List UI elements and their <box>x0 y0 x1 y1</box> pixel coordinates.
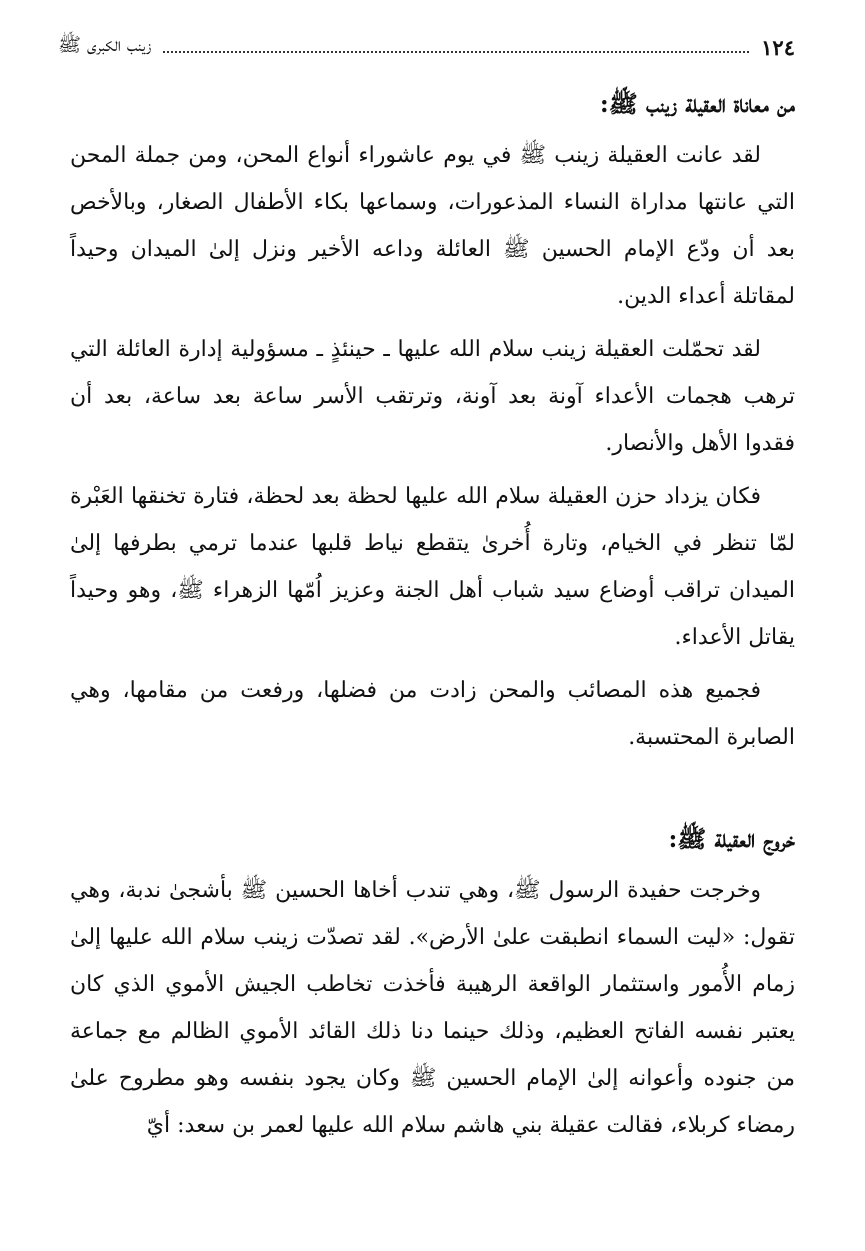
paragraph: لقد عانت العقيلة زينب ﷺ في يوم عاشوراء أنواع المحن، ومن جملة المحن التي عانتها مداراة النساء المذعورات، وسماعها بكاء الأطفال الصغار، وبالأخص بعد أن ودّع الإمام الحسين ﷺ العائلة وداعه الأخير ونزل إلىٰ الميدان وحيداً لمقاتلة أعداء الدين. <box>70 143 795 309</box>
paragraph: لقد تحمّلت العقيلة زينب سلام الله عليها ـ حينئذٍ ـ مسؤولية إدارة العائلة التي ترهب هجمات الأعداء آونة بعد آونة، وترتقب الأسر ساعة بعد ساعة، بعد أن فقدوا الأهل والأنصار. <box>70 337 795 456</box>
page-number: ١٢٤ <box>761 34 795 60</box>
paragraph: فجميع هذه المصائب والمحن زادت من فضلها، ورفعت من مقامها، وهي الصابرة المحتسبة. <box>70 678 795 750</box>
page-body <box>70 76 795 1155</box>
header-dotted-leader <box>163 51 749 53</box>
section-gap <box>70 767 795 811</box>
section-heading: خروج العقيلة ﷺ: <box>668 824 795 853</box>
book-title: زينب الكبرى ﷺ <box>58 34 152 56</box>
section-heading: من معاناة العقيلة زينب ﷺ: <box>599 89 795 118</box>
paragraph: فكان يزداد حزن العقيلة سلام الله عليها لحظة بعد لحظة، فتارة تخنقها العَبْرة لمّا تنظر في الخيام، وتارة أُخرىٰ يتقطع نياط قلبها عندما ترمي بطرفها إلىٰ الميدان تراقب أوضاع سيد شباب أهل الجنة وعزيز اُمّها الزهراء ﷺ، وهو وحيداً يقاتل الأعداء. <box>70 484 795 650</box>
running-header <box>58 30 795 64</box>
paragraph: وخرجت حفيدة الرسول ﷺ، وهي تندب أخاها الحسين ﷺ بأشجىٰ ندبة، وهي تقول: «ليت السماء انطبقت علىٰ الأرض». لقد تصدّت زينب سلام الله عليها إلىٰ زمام الأُمور واستثمار الواقعة الرهيبة فأخذت تخاطب الجيش الأموي الذي كان يعتبر نفسه الفاتح العظيم، وذلك حينما دنا ذلك القائد الأموي الظالم مع جماعة من جنوده وأعوانه إلىٰ الإمام الحسين ﷺ وكان يجود بنفسه وهو مطروح علىٰ رمضاء كربلاء، فقالت عقيلة بني هاشم سلام الله عليها لعمر بن سعد: أيّ <box>70 878 795 1138</box>
